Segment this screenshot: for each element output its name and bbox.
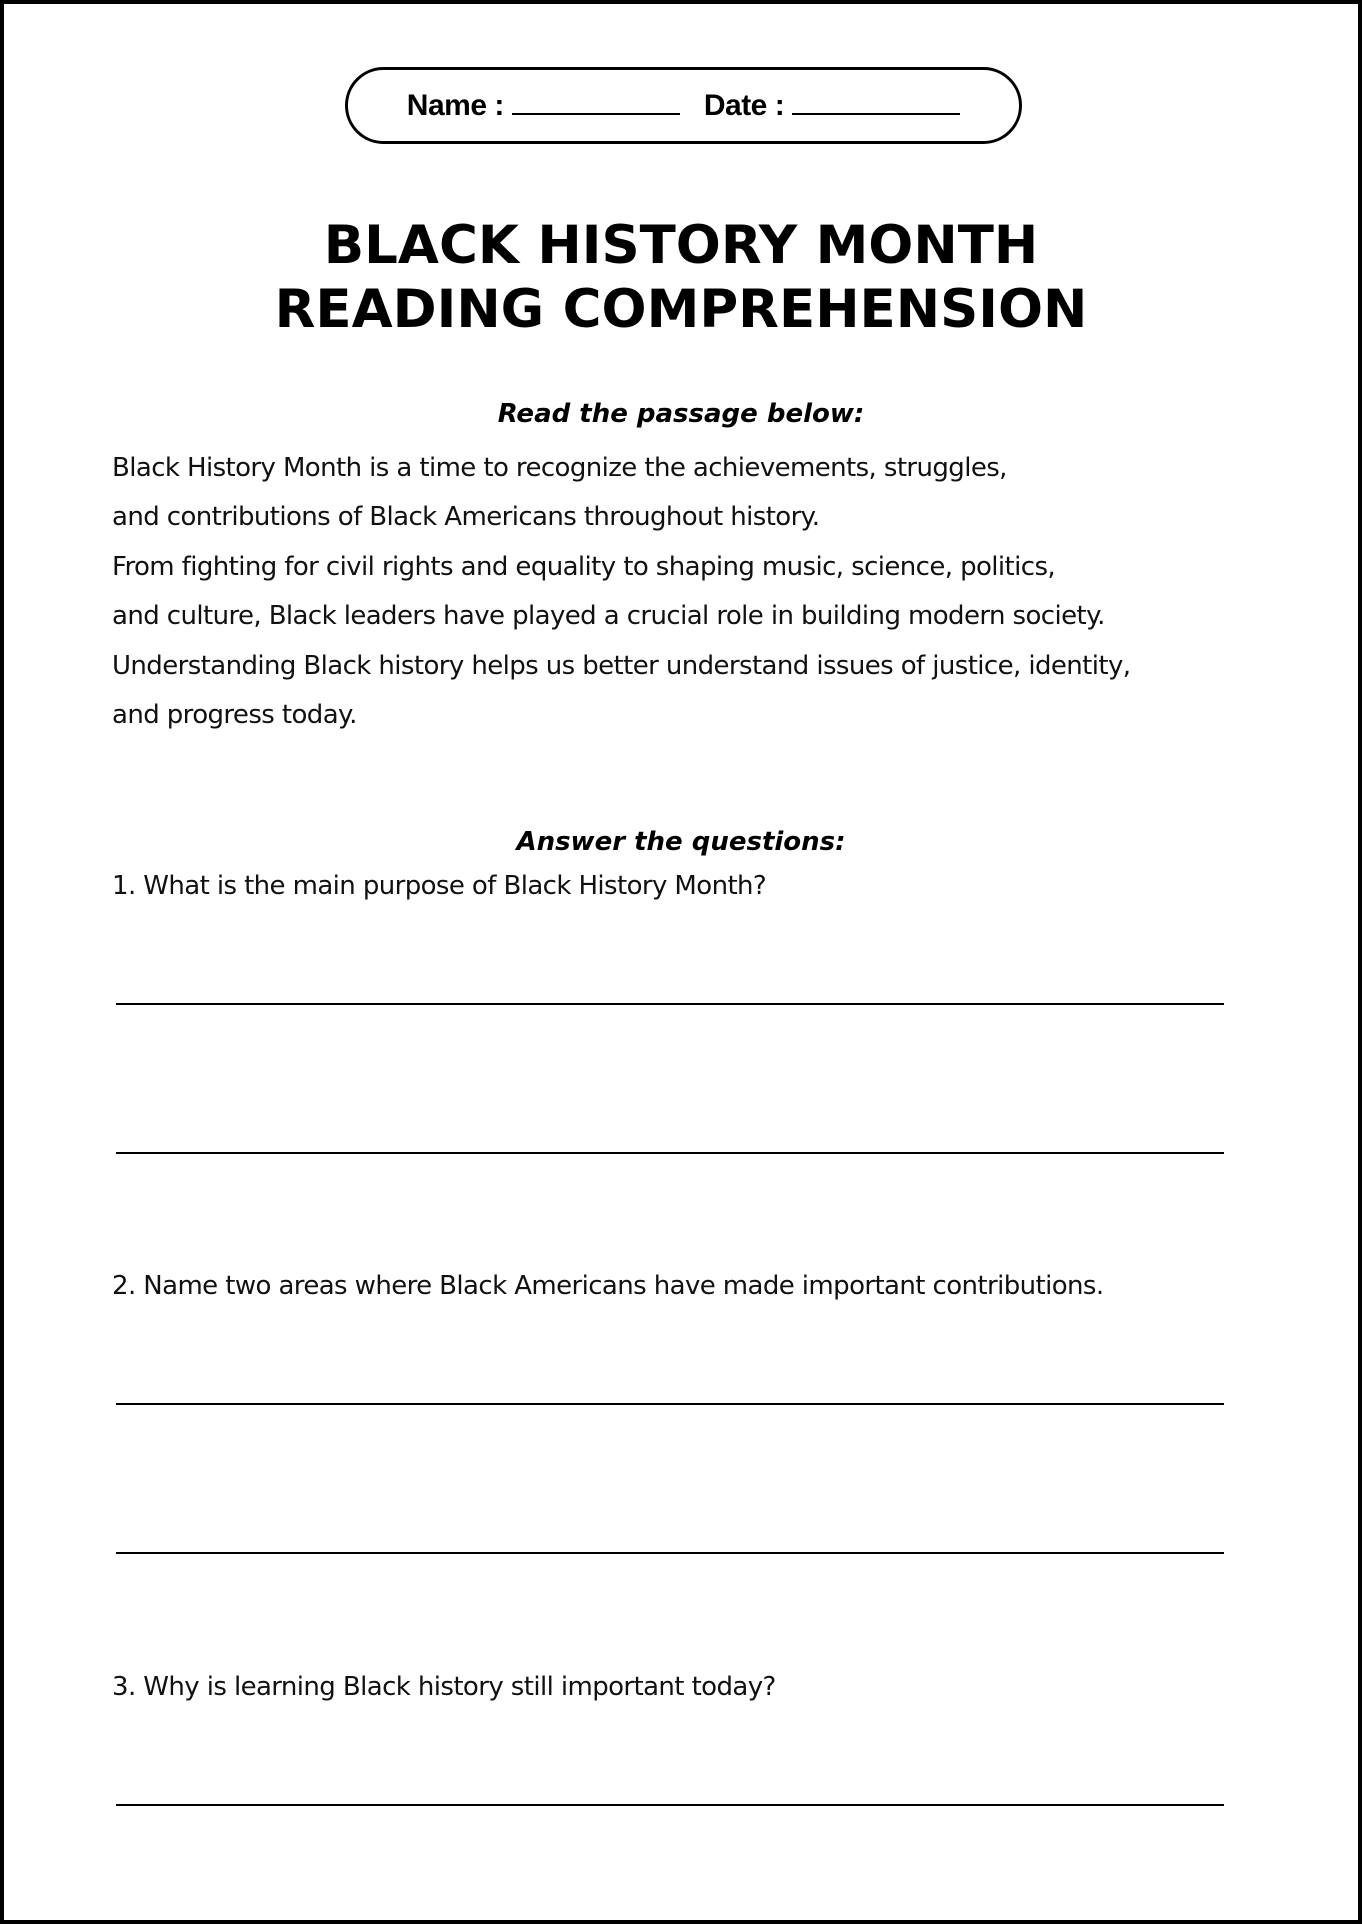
passage-heading: Read the passage below: <box>497 399 865 429</box>
name-label: Name : <box>406 88 504 122</box>
answer-line-q2-2[interactable] <box>116 1552 1224 1554</box>
answer-line-q1-1[interactable] <box>116 1003 1224 1005</box>
question-1: 1. What is the main purpose of Black History Month? <box>112 871 767 901</box>
date-blank[interactable] <box>792 91 960 115</box>
question-3: 3. Why is learning Black history still important today? <box>112 1672 776 1702</box>
passage-line: From fighting for civil rights and equality to shaping music, science, politics, <box>112 551 1056 582</box>
page-title <box>4 214 1358 342</box>
title-line-2: READING COMPREHENSION <box>274 279 1088 340</box>
question-2: 2. Name two areas where Black Americans have made important contributions. <box>112 1271 1104 1301</box>
name-blank[interactable] <box>512 91 680 115</box>
answer-line-q1-2[interactable] <box>116 1152 1224 1154</box>
passage-line: and progress today. <box>112 700 357 731</box>
name-field[interactable] <box>407 89 680 123</box>
answer-line-q3-1[interactable] <box>116 1804 1224 1806</box>
passage-line: and culture, Black leaders have played a crucial role in building modern society. <box>112 601 1105 632</box>
name-date-header <box>345 67 1022 144</box>
passage-line: and contributions of Black Americans throughout history. <box>112 502 820 533</box>
reading-passage <box>112 444 1332 740</box>
questions-heading: Answer the questions: <box>516 827 846 857</box>
passage-line: Black History Month is a time to recognize the achievements, struggles, <box>112 453 1007 483</box>
date-field[interactable] <box>704 89 960 123</box>
title-line-1: BLACK HISTORY MONTH <box>323 215 1039 276</box>
passage-line: Understanding Black history helps us better understand issues of justice, identity, <box>112 650 1131 681</box>
answer-line-q2-1[interactable] <box>116 1403 1224 1405</box>
date-label: Date : <box>703 88 785 122</box>
